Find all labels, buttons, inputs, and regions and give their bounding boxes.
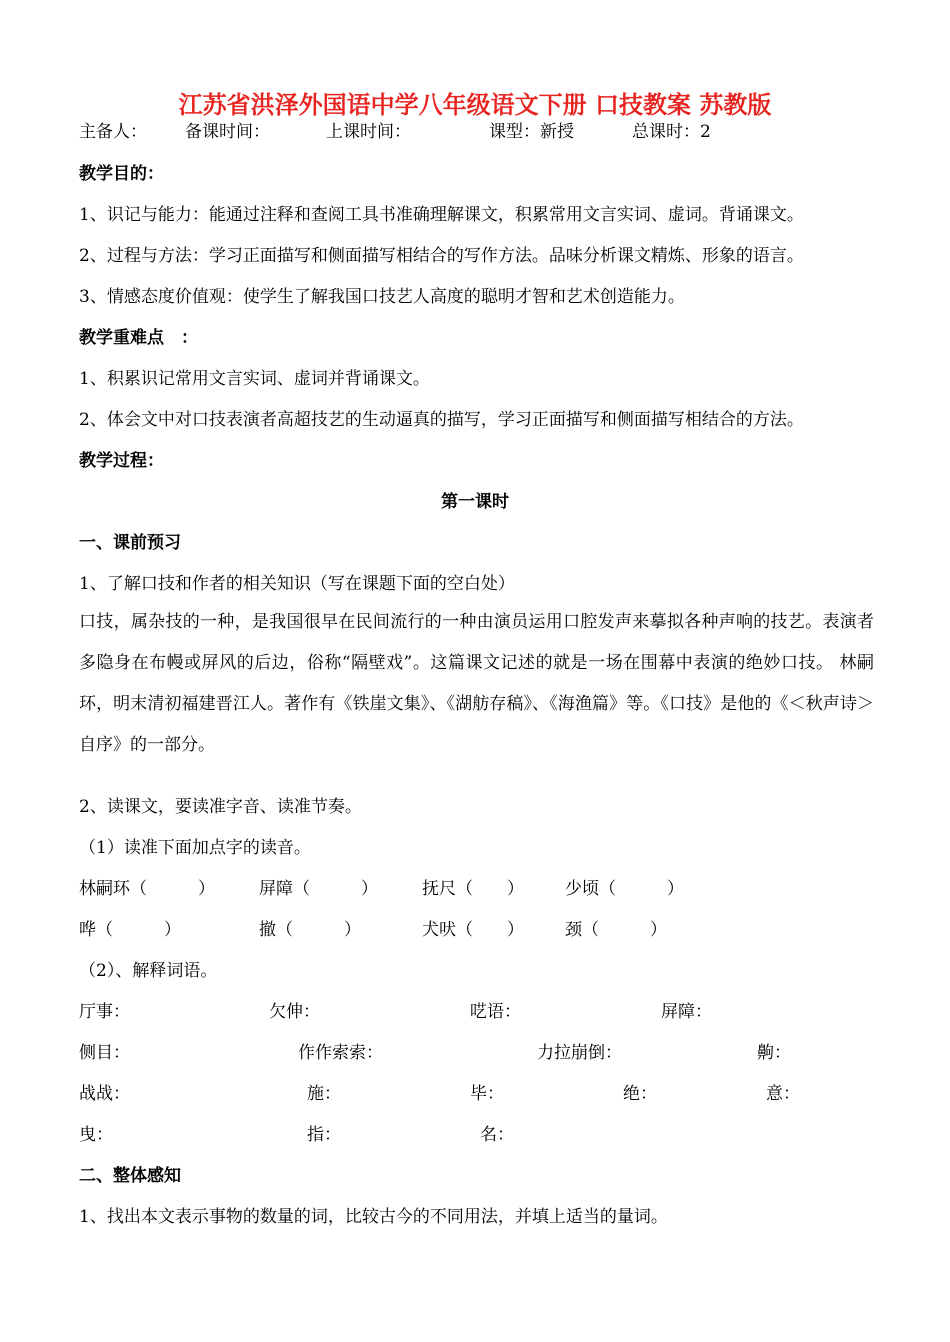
vocabulary-item: 绝：: [623, 1084, 657, 1104]
section1-item2: 2、读课文，要读准字音、读准节奏。: [79, 797, 362, 817]
key-point-item: 2、体会文中对口技表演者高超技艺的生动逼真的描写，学习正面描写和侧面描写相结合的方法。: [79, 410, 804, 430]
meta-class-time: 上课时间：: [326, 122, 411, 142]
vocabulary-item: 施：: [307, 1084, 341, 1104]
vocabulary-item: 名：: [480, 1125, 514, 1145]
vocabulary-item: 呓语：: [470, 1002, 521, 1022]
pronunciation-item: 撤（ ）: [259, 920, 361, 940]
section1-heading: 一、课前预习: [79, 533, 181, 553]
pronunciation-item: 颈（ ）: [565, 920, 667, 940]
process-heading: 教学过程：: [79, 451, 164, 471]
objective-item: 1、识记与能力：能通过注释和查阅工具书准确理解课文，积累常用文言实词、虚词。背诵课文。: [79, 205, 804, 225]
key-point-item: 1、积累识记常用文言实词、虚词并背诵课文。: [79, 369, 430, 389]
section2-heading: 二、整体感知: [79, 1166, 181, 1186]
vocabulary-item: 意：: [766, 1084, 800, 1104]
pronunciation-item: 抚尺（ ）: [422, 879, 524, 899]
vocabulary-item: 屏障：: [661, 1002, 712, 1022]
vocabulary-item: 厅事：: [79, 1002, 130, 1022]
pronunciation-item: 少顷（ ）: [565, 879, 684, 899]
meta-lesson-type: 课型：新授: [489, 122, 574, 142]
vocabulary-item: 齁：: [757, 1043, 791, 1063]
key-points-heading: 教学重难点 ：: [79, 328, 198, 348]
pronunciation-item: 林嗣环（ ）: [79, 879, 215, 899]
background-paragraph: 口技，属杂技的一种，是我国很早在民间流行的一种由演员运用口腔发声来摹拟各种声响的技艺。表演者多隐身在布幔或屏风的后边，俗称“隔壁戏”。这篇课文记述的就是一场在围幕中表演的绝妙口技。 林嗣环，明末清初福建晋江人。著作有《铁崖文集》、《湖舫存稿》、《海渔篇》等。《口技》是他的《＜秋声诗＞自序》的一部分。: [79, 612, 874, 755]
lesson-heading: 第一课时: [441, 492, 509, 512]
vocabulary-item: 力拉崩倒：: [537, 1043, 622, 1063]
vocabulary-item: 战战：: [79, 1084, 130, 1104]
vocabulary-item: 毕：: [470, 1084, 504, 1104]
pronunciation-item: 哗（ ）: [79, 920, 181, 940]
document-title: 江苏省洪泽外国语中学八年级语文下册 口技教案 苏教版: [178, 91, 772, 119]
vocabulary-item: 作作索索：: [298, 1043, 383, 1063]
objective-item: 2、过程与方法：学习正面描写和侧面描写相结合的写作方法。品味分析课文精炼、形象的语言。: [79, 246, 804, 266]
vocabulary-subheading: （2）、解释词语。: [79, 961, 218, 981]
vocabulary-item: 侧目：: [79, 1043, 130, 1063]
section2-item1: 1、找出本文表示事物的数量的词，比较古今的不同用法，并填上适当的量词。: [79, 1207, 668, 1227]
meta-preparer: 主备人：: [79, 122, 147, 142]
pronunciation-item: 屏障（ ）: [259, 879, 378, 899]
vocabulary-item: 曳：: [79, 1125, 113, 1145]
vocabulary-item: 指：: [307, 1125, 341, 1145]
meta-prep-time: 备课时间：: [185, 122, 270, 142]
vocabulary-item: 欠伸：: [269, 1002, 320, 1022]
meta-total-hours: 总课时：2: [632, 122, 711, 142]
section1-item1: 1、了解口技和作者的相关知识（写在课题下面的空白处）: [79, 574, 515, 594]
pronunciation-item: 犬吠（ ）: [422, 920, 524, 940]
pronunciation-subheading: （1）读准下面加点字的读音。: [79, 838, 311, 858]
objective-item: 3、情感态度价值观：使学生了解我国口技艺人高度的聪明才智和艺术创造能力。: [79, 287, 685, 307]
objectives-heading: 教学目的：: [79, 164, 164, 184]
